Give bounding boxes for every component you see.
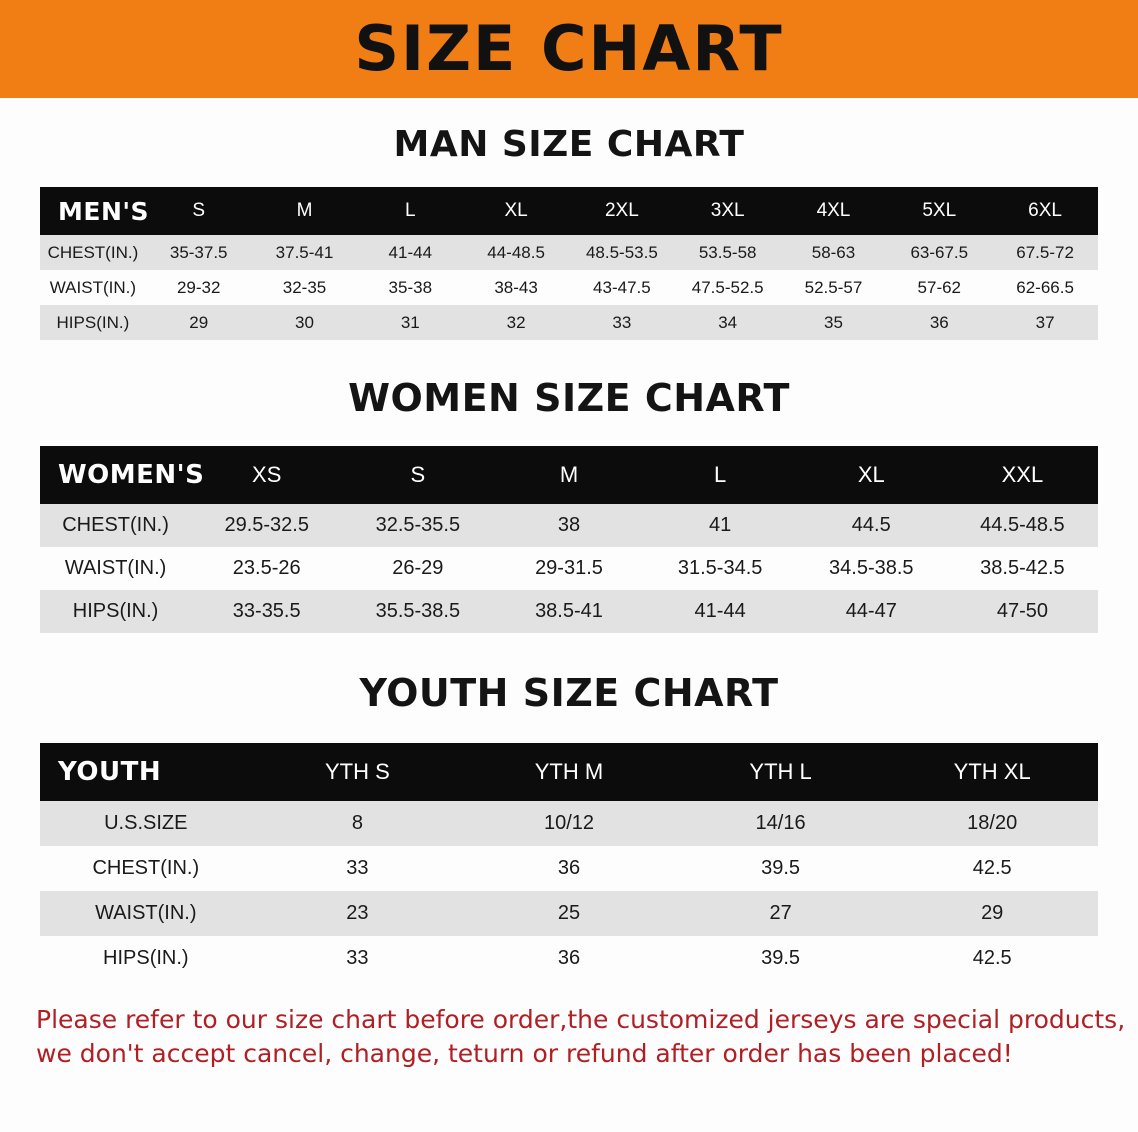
youth-row-hips-label: HIPS(IN.) xyxy=(40,936,252,981)
women-hips-s: 35.5-38.5 xyxy=(342,590,493,633)
women-col-m: M xyxy=(559,462,579,487)
man-size-table xyxy=(40,187,1098,340)
youth-chest-xl: 42.5 xyxy=(886,846,1098,891)
table-row xyxy=(40,270,1098,305)
women-chest-xxl: 44.5-48.5 xyxy=(947,504,1098,547)
women-chest-l: 41 xyxy=(645,504,796,547)
man-col-xl: XL xyxy=(504,200,528,221)
man-chest-xl: 44-48.5 xyxy=(463,235,569,270)
man-section-heading: MAN SIZE CHART xyxy=(393,124,745,165)
man-col-5xl: 5XL xyxy=(922,200,957,221)
man-waist-l: 35-38 xyxy=(357,270,463,305)
table-row xyxy=(40,504,1098,547)
youth-hips-s: 33 xyxy=(252,936,464,981)
table-row xyxy=(40,936,1098,981)
man-col-4xl: 4XL xyxy=(816,200,851,221)
women-size-table xyxy=(40,446,1098,633)
youth-section-heading: YOUTH SIZE CHART xyxy=(359,671,779,715)
man-chest-5xl: 63-67.5 xyxy=(886,235,992,270)
youth-table-body xyxy=(40,801,1098,981)
youth-waist-m: 25 xyxy=(463,891,675,936)
youth-row-ussize-label: U.S.SIZE xyxy=(40,801,252,846)
man-col-s: S xyxy=(192,200,206,221)
women-hips-l: 41-44 xyxy=(645,590,796,633)
man-corner-label: MEN'S xyxy=(58,196,150,226)
table-row xyxy=(40,305,1098,340)
women-col-xxl: XXL xyxy=(1001,462,1044,487)
women-chest-m: 38 xyxy=(493,504,644,547)
youth-chest-s: 33 xyxy=(252,846,464,891)
women-header-row xyxy=(40,446,1098,504)
women-waist-s: 26-29 xyxy=(342,547,493,590)
youth-chest-m: 36 xyxy=(463,846,675,891)
youth-table-wrapper xyxy=(0,743,1138,981)
page-title: SIZE CHART xyxy=(354,12,784,85)
youth-row-chest-label: CHEST(IN.) xyxy=(40,846,252,891)
women-chest-xl: 44.5 xyxy=(796,504,947,547)
women-col-l: L xyxy=(714,462,727,487)
women-col-xl: XL xyxy=(857,462,885,487)
youth-waist-s: 23 xyxy=(252,891,464,936)
man-chest-s: 35-37.5 xyxy=(146,235,252,270)
women-table-body xyxy=(40,504,1098,633)
women-table-wrapper xyxy=(0,446,1138,633)
youth-table-header xyxy=(40,743,1098,801)
man-table-wrapper xyxy=(0,187,1138,340)
youth-col-m: YTH M xyxy=(534,759,604,784)
women-col-s: S xyxy=(410,462,426,487)
women-waist-m: 29-31.5 xyxy=(493,547,644,590)
man-hips-l: 31 xyxy=(357,305,463,340)
man-chest-4xl: 58-63 xyxy=(781,235,887,270)
table-row xyxy=(40,547,1098,590)
table-row xyxy=(40,590,1098,633)
table-row xyxy=(40,235,1098,270)
youth-waist-xl: 29 xyxy=(886,891,1098,936)
youth-size-table xyxy=(40,743,1098,981)
man-col-l: L xyxy=(405,200,416,221)
page-banner xyxy=(0,0,1138,98)
man-chest-m: 37.5-41 xyxy=(252,235,358,270)
man-row-hips-label: HIPS(IN.) xyxy=(40,305,146,340)
man-hips-5xl: 36 xyxy=(886,305,992,340)
youth-col-s: YTH S xyxy=(324,759,390,784)
man-hips-6xl: 37 xyxy=(992,305,1098,340)
man-waist-xl: 38-43 xyxy=(463,270,569,305)
youth-hips-l: 39.5 xyxy=(675,936,887,981)
man-waist-5xl: 57-62 xyxy=(886,270,992,305)
youth-corner-label: YOUTH xyxy=(58,757,162,787)
youth-col-l: YTH L xyxy=(749,759,812,784)
women-row-waist-label: WAIST(IN.) xyxy=(40,547,191,590)
man-waist-m: 32-35 xyxy=(252,270,358,305)
women-section-heading: WOMEN SIZE CHART xyxy=(348,376,790,420)
man-hips-2xl: 33 xyxy=(569,305,675,340)
man-waist-6xl: 62-66.5 xyxy=(992,270,1098,305)
women-hips-xxl: 47-50 xyxy=(947,590,1098,633)
table-row xyxy=(40,846,1098,891)
youth-col-xl: YTH XL xyxy=(953,759,1031,784)
table-row xyxy=(40,891,1098,936)
women-waist-xs: 23.5-26 xyxy=(191,547,342,590)
table-row xyxy=(40,801,1098,846)
man-col-6xl: 6XL xyxy=(1028,200,1062,221)
man-hips-xl: 32 xyxy=(463,305,569,340)
man-chest-l: 41-44 xyxy=(357,235,463,270)
man-table-header xyxy=(40,187,1098,235)
women-row-chest-label: CHEST(IN.) xyxy=(40,504,191,547)
women-waist-l: 31.5-34.5 xyxy=(645,547,796,590)
man-hips-4xl: 35 xyxy=(781,305,887,340)
youth-ussize-l: 14/16 xyxy=(675,801,887,846)
man-waist-2xl: 43-47.5 xyxy=(569,270,675,305)
footer-line-2: we don't accept cancel, change, teturn or refund after order has been placed! xyxy=(36,1039,1013,1068)
women-hips-xl: 44-47 xyxy=(796,590,947,633)
man-table-body xyxy=(40,235,1098,340)
youth-hips-m: 36 xyxy=(463,936,675,981)
youth-ussize-xl: 18/20 xyxy=(886,801,1098,846)
youth-row-waist-label: WAIST(IN.) xyxy=(40,891,252,936)
youth-header-row xyxy=(40,743,1098,801)
man-row-waist-label: WAIST(IN.) xyxy=(40,270,146,305)
women-chest-xs: 29.5-32.5 xyxy=(191,504,342,547)
man-chest-2xl: 48.5-53.5 xyxy=(569,235,675,270)
footer-disclaimer xyxy=(0,1003,1138,1071)
footer-line-1: Please refer to our size chart before order,the customized jerseys are special products, xyxy=(36,1005,1126,1034)
man-chest-6xl: 67.5-72 xyxy=(992,235,1098,270)
women-table-header xyxy=(40,446,1098,504)
man-waist-s: 29-32 xyxy=(146,270,252,305)
youth-ussize-s: 8 xyxy=(252,801,464,846)
man-col-m: M xyxy=(296,200,313,221)
man-waist-4xl: 52.5-57 xyxy=(781,270,887,305)
man-col-3xl: 3XL xyxy=(710,200,745,221)
man-chest-3xl: 53.5-58 xyxy=(675,235,781,270)
women-row-hips-label: HIPS(IN.) xyxy=(40,590,191,633)
man-row-chest-label: CHEST(IN.) xyxy=(40,235,146,270)
women-waist-xl: 34.5-38.5 xyxy=(796,547,947,590)
youth-ussize-m: 10/12 xyxy=(463,801,675,846)
women-col-xs: XS xyxy=(252,462,282,487)
man-hips-m: 30 xyxy=(252,305,358,340)
man-hips-3xl: 34 xyxy=(675,305,781,340)
man-waist-3xl: 47.5-52.5 xyxy=(675,270,781,305)
man-header-row xyxy=(40,187,1098,235)
youth-chest-l: 39.5 xyxy=(675,846,887,891)
man-col-2xl: 2XL xyxy=(604,200,639,221)
man-hips-s: 29 xyxy=(146,305,252,340)
women-hips-m: 38.5-41 xyxy=(493,590,644,633)
women-corner-label: WOMEN'S xyxy=(58,460,205,490)
women-hips-xs: 33-35.5 xyxy=(191,590,342,633)
women-chest-s: 32.5-35.5 xyxy=(342,504,493,547)
youth-hips-xl: 42.5 xyxy=(886,936,1098,981)
women-waist-xxl: 38.5-42.5 xyxy=(947,547,1098,590)
youth-waist-l: 27 xyxy=(675,891,887,936)
